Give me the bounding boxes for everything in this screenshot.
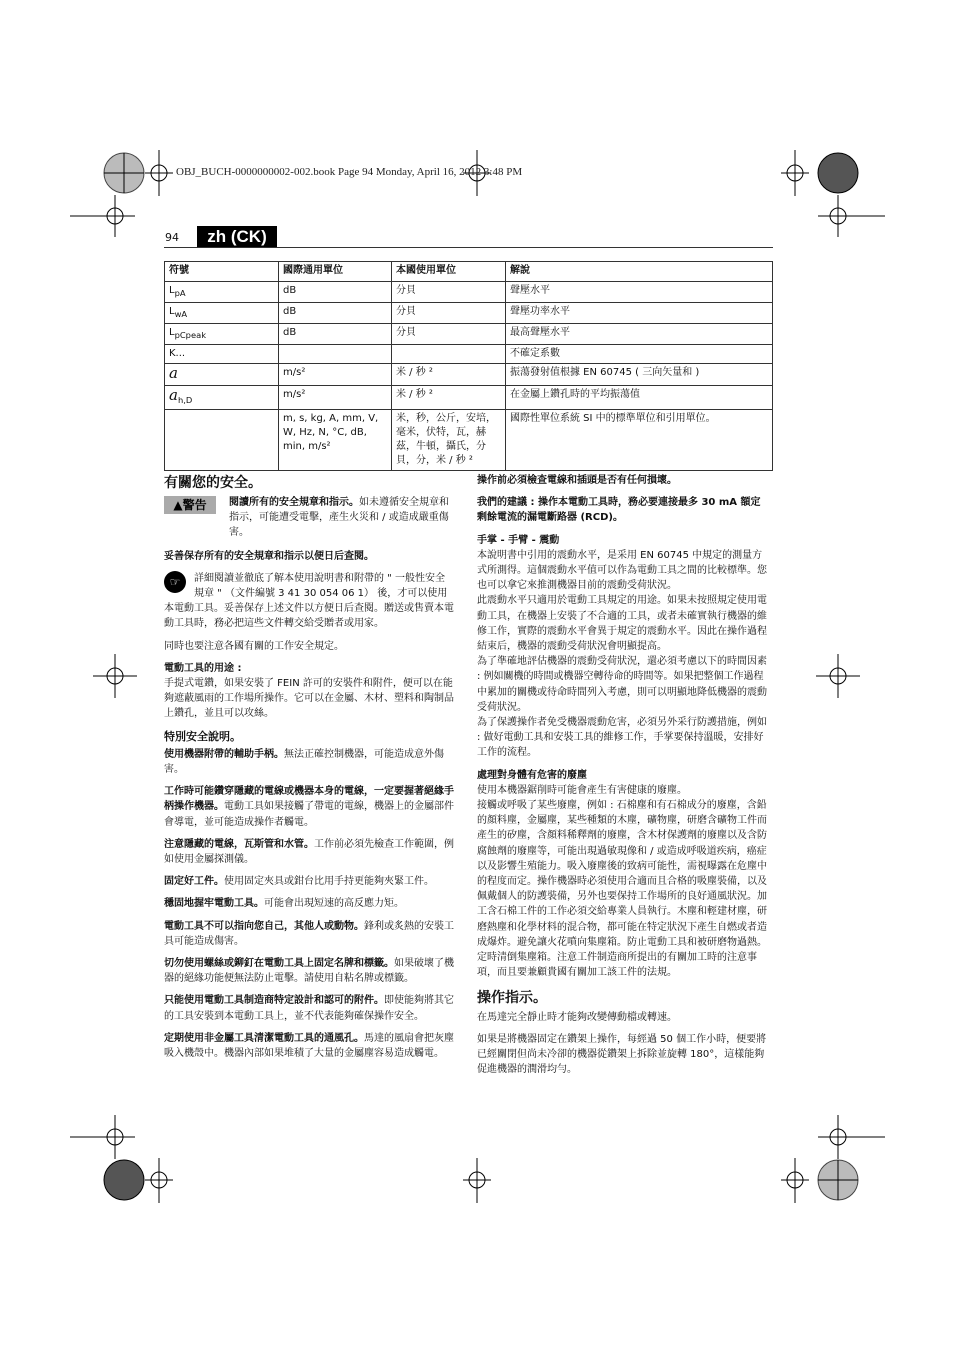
local-cell: 分貝	[392, 282, 506, 303]
symbol-table	[164, 261, 773, 471]
national-regulations: 同時也要注意各國有關的工作安全規定。	[164, 640, 344, 652]
dust-p2: 接觸或呼吸了某些廢塵，例如 : 石棉塵和有石棉成分的廢塵，含鉛的顏料塵，金屬塵，某些種類的木塵，礦物塵，研磨含礦物工件而產生的矽塵，含顏料稀釋劑的廢塵，含木材保護劑的廢塵以及含防腐蝕劑的廢塵等，可能出現過敏現像和 / 或造成呼吸道疾病，癌症以及影響生殖能力。吸入廢塵後的致病可能性，需視曝露在危塵中的程度而定。操作機器時必須使用合適而且合格的吸塵裝備，以及佩戴個人的防護裝備，另外也要保持工作場所的良好通風狀況。加工含石棉工件的工作必須交給專業人員執行。木塵和輕建材塵，研磨熱塵和化學材料的混合物，都可能在特定狀況下產生自燃或者造成爆炸。避免讓火花噴向集塵箱。防止電動工具和被研磨物過熱。定時清倒集塵箱。注意工件制造商所提出的有關加工時的注意事項，而且要兼顧貴國有關加工該工件的法規。	[477, 800, 767, 979]
local-cell: 分貝	[392, 324, 506, 345]
item-text: 工作前必須先檢查工作範圍，例如使用金屬探測儀。	[164, 838, 454, 866]
symbol-subscript: pA	[174, 288, 186, 298]
list-item	[164, 1031, 454, 1061]
table-row	[165, 282, 773, 303]
desc-cell: 聲壓功率水平	[506, 303, 773, 324]
read-manual-icon: ☞	[164, 571, 186, 593]
symbol-subscript: pCpeak	[174, 330, 207, 340]
symbol-subscript: h,D	[177, 395, 193, 405]
symbol-cell	[165, 303, 279, 324]
item-text: 馬達的風扇會把灰塵吸入機殼中。機器內部如果堆積了大量的金屬塵容易造成觸電。	[164, 1032, 454, 1060]
item-text: 如果破壞了機器的絕緣功能便無法防止電擊。請使用自粘名牌或標籤。	[164, 958, 454, 985]
desc-cell: 振蕩發射值根據 EN 60745 ( 三向矢量和 )	[506, 364, 773, 386]
list-item	[164, 747, 454, 777]
item-bold: 只能使用電動工具制造商特定設計和認可的附件。	[164, 995, 384, 1007]
symbol: L	[169, 285, 175, 296]
table-header-row	[165, 262, 773, 282]
item-bold: 切勿使用螺絲或鉚釘在電動工具上固定名牌和標籤。	[164, 958, 394, 970]
symbol-cell	[165, 364, 279, 386]
list-item	[164, 993, 454, 1023]
special-heading: 特別安全說明。	[164, 729, 241, 743]
table-row	[165, 345, 773, 364]
item-bold: 定期使用非金屬工具清潔電動工具的通風孔。	[164, 1032, 364, 1044]
table-row	[165, 386, 773, 410]
table-row	[165, 303, 773, 324]
table-row	[165, 364, 773, 386]
operation-p2: 如果是將機器固定在鑽架上操作，每經過 50 個工作小時，便要將已經關閉但尚未冷卻的機器從鑽架上拆除並旋轉 180°，這樣能夠促進機器的潤滑均勻。	[477, 1033, 767, 1076]
symbol-cell	[165, 324, 279, 345]
operation-title: 操作指示。	[477, 989, 547, 1006]
use-heading: 電動工具的用途 :	[164, 662, 242, 674]
header-intl-unit: 國際通用單位	[279, 262, 392, 282]
intl-cell: dB	[279, 324, 392, 345]
check-cable: 操作前必須檢查電線和插頭是否有任何損壞。	[477, 475, 677, 486]
item-bold: 電動工具不可以指向您自己，其他人或動物。	[164, 920, 364, 932]
item-text: 無法正確控制機器，可能造成意外傷害。	[164, 748, 444, 776]
symbol-subscript: wA	[174, 309, 188, 319]
warning-label: 警告	[182, 498, 207, 512]
operation-p1: 在馬達完全靜止時才能夠改變傳動檔或轉速。	[477, 1011, 677, 1023]
vibration-p1: 本說明書中引用的震動水平，是采用 EN 60745 中規定的測量方式所測得。這個震動水平值可以作為電動工具之間的比較標準。您也可以拿它來推測機器目前的震動受荷狀況。	[477, 549, 767, 592]
warning-badge	[164, 496, 216, 514]
item-bold: 使用機器附帶的輔助手柄。	[164, 748, 284, 760]
dust-heading: 處理對身體有危害的廢塵	[477, 769, 587, 781]
vibration-heading: 手掌 - 手臂 - 震動	[477, 534, 560, 546]
rcd-recommendation: 我們的建議 : 操作本電動工具時，務必要連接最多 30 mA 額定剩餘電流的漏電斷路器 (RCD)。	[477, 497, 761, 524]
local-cell	[392, 345, 506, 364]
symbol-cell	[165, 410, 279, 471]
warning-bold: 閱讀所有的安全規章和指示。	[229, 497, 359, 508]
item-text: 使用固定夾具或鉗台比用手持更能夠夾緊工件。	[224, 876, 434, 888]
list-item	[164, 784, 454, 830]
symbol: L	[169, 327, 175, 338]
warning-triangle-icon: ▲	[173, 498, 183, 512]
item-text: 可能會出現短速的高反應力矩。	[264, 898, 404, 910]
warning-body: 如未遵循安全規章和指示，可能遭受電擊，產生火災和 / 或造成嚴重傷害。	[229, 497, 449, 539]
vibration-p3: 為了準確地評估機器的震動受荷狀況，還必須考慮以下的時間因素 : 例如關機的時間或機器空轉待命的時間等。如果把整個工作過程中累加的關機或待命時間列入考慮，則可以明顯地降低機器的震動受荷狀況。	[477, 656, 767, 713]
list-item	[164, 837, 454, 867]
language-badge: zh (CK)	[197, 226, 277, 247]
use-text: 手提式電鑽，如果安裝了 FEIN 許可的安裝件和附件，便可以在能夠遮蔽風雨的工作場所操作。它可以在金屬、木材、塑料和陶制品上鑽孔，並且可以攻絲。	[164, 678, 454, 720]
desc-cell: 國際性單位系統 SI 中的標準單位和引用單位。	[506, 410, 773, 471]
header-local-unit: 本國使用單位	[392, 262, 506, 282]
intl-cell: dB	[279, 282, 392, 303]
read-manual-text: 詳細閱讀並徹底了解本使用說明書和附帶的 " 一般性安全規章 " （文件編號 3 41 30 054 06 1） 後，才可以使用本電動工具。妥善保存上述文件以方便日后查閱。贈送或售賣本電動工具時，務必把這些文件轉交給受贈者或用家。	[164, 572, 454, 630]
local-cell: 米，秒，公斤，安培，毫米，伏特，瓦，赫茲，牛頓，攝氏，分貝，分，米 / 秒 ²	[392, 410, 506, 471]
list-item	[164, 874, 454, 889]
read-manual-paragraph	[164, 571, 454, 632]
item-bold: 注意隱藏的電線，瓦斯管和水管。	[164, 838, 314, 850]
intl-cell: m/s²	[279, 386, 392, 410]
list-item	[164, 896, 454, 911]
left-column	[164, 473, 454, 1068]
intl-cell: dB	[279, 303, 392, 324]
list-item	[164, 956, 454, 986]
safety-title: 有關您的安全。	[164, 475, 262, 491]
local-cell: 米 / 秒 ²	[392, 364, 506, 386]
symbol-cell	[165, 386, 279, 410]
header-description: 解說	[506, 262, 773, 282]
header-symbol: 符號	[165, 262, 279, 282]
intl-cell	[279, 345, 392, 364]
local-cell: 米 / 秒 ²	[392, 386, 506, 410]
list-item	[164, 919, 454, 949]
symbol: L	[169, 306, 175, 317]
item-text: 電動工具如果接觸了帶電的電線，機器上的金屬部件會導電，並可能造成操作者觸電。	[164, 801, 454, 828]
desc-cell: 最高聲壓水平	[506, 324, 773, 345]
table-row	[165, 324, 773, 345]
book-info-line: OBJ_BUCH-0000000002-002.book Page 94 Monday, April 16, 2012 3:48 PM	[176, 166, 523, 178]
symbol-cell	[165, 282, 279, 303]
desc-cell: 在金屬上鑽孔時的平均振蕩值	[506, 386, 773, 410]
local-cell: 分貝	[392, 303, 506, 324]
warning-block	[164, 495, 454, 541]
page-number: 94	[165, 231, 179, 244]
item-text: 鋒利或炙熱的安裝工具可能造成傷害。	[164, 920, 454, 947]
symbol: a	[169, 364, 178, 382]
item-text: 即使能夠將其它的工具安裝到本電動工具上，並不代表能夠確保操作安全。	[164, 995, 454, 1022]
keep-instructions: 妥善保存所有的安全規章和指示以便日后查閱。	[164, 550, 374, 562]
item-bold: 固定好工件。	[164, 876, 224, 888]
desc-cell: 聲壓水平	[506, 282, 773, 303]
intl-cell: m/s²	[279, 364, 392, 386]
vibration-p4: 為了保護操作者免受機器震動危害，必須另外采行防護措施，例如 : 做好電動工具和安裝工具的維修工作，手掌要保持溫暖，安排好工作的流程。	[477, 717, 767, 759]
warning-text	[229, 495, 454, 541]
item-bold: 穩固地握牢電動工具。	[164, 898, 264, 910]
symbol-cell: K...	[165, 345, 279, 364]
right-column	[477, 473, 767, 1084]
desc-cell: 不確定系數	[506, 345, 773, 364]
intl-cell: m, s, kg, A, mm, V, W, Hz, N, °C, dB, min, m/s²	[279, 410, 392, 471]
table-row	[165, 410, 773, 471]
dust-p1: 使用本機器鋸削時可能會產生有害健康的廢塵。	[477, 784, 687, 796]
header-rule	[164, 247, 773, 248]
item-bold: 工作時可能鑽穿隱藏的電線或機器本身的電線，一定要握著絕緣手柄操作機器。	[164, 786, 454, 813]
vibration-p2: 此震動水平只適用於電動工具規定的用途。如果未按照規定使用電動工具，在機器上安裝了不合適的工具，或者未確實執行機器的維修工作，實際的震動水平會異于規定的震動水平。因此在操作過程結束后，機器的震動受荷狀況會明顯提高。	[477, 595, 767, 653]
symbol: a	[169, 386, 178, 404]
